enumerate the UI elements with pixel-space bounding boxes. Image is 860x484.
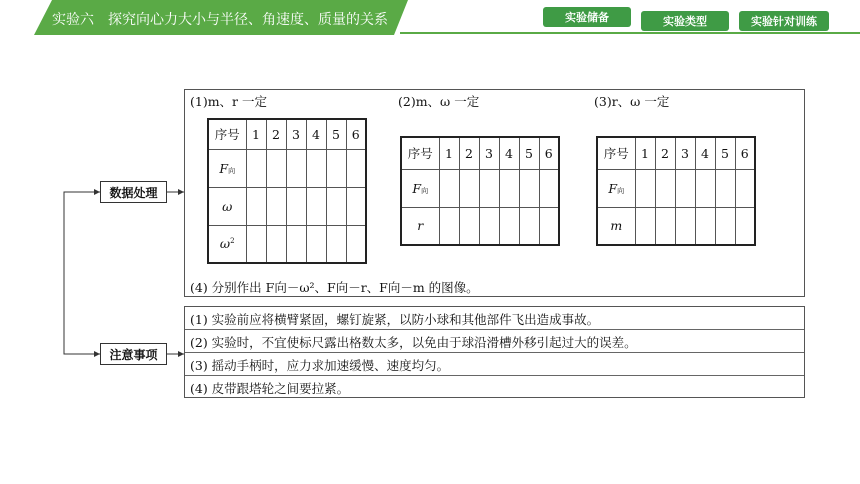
note-divider: [185, 352, 804, 353]
table-header-cell: 2: [459, 137, 479, 169]
plot-instruction: (4) 分别作出 F向－ω²、F向－r、F向－m 的图像。: [190, 280, 479, 295]
table-header-cell: 序号: [401, 137, 439, 169]
row-label-omega: ω: [208, 187, 246, 225]
data-processing-label: 数据处理: [100, 181, 167, 203]
table-header-cell: 6: [735, 137, 755, 169]
data-table-3: [596, 136, 756, 246]
data-table-1: [207, 118, 367, 264]
row-label-radius: r: [401, 207, 439, 245]
condition-3: (3)r、ω 一定: [594, 94, 670, 109]
note-item-3: (3) 摇动手柄时，应力求加速缓慢、速度均匀。: [190, 358, 450, 373]
row-label-force: F向: [208, 149, 246, 187]
page-title: 实验六 探究向心力大小与半径、角速度、质量的关系: [52, 12, 388, 28]
table-header-cell: 2: [655, 137, 675, 169]
table-header-cell: 4: [499, 137, 519, 169]
note-item-2: (2) 实验时，不宜使标尺露出格数太多，以免由于球沿滑槽外移引起过大的误差。: [190, 335, 637, 350]
table-header-cell: 4: [695, 137, 715, 169]
nav-button-types[interactable]: 实验类型: [641, 11, 729, 31]
table-header-cell: 3: [479, 137, 499, 169]
table-header-cell: 1: [635, 137, 655, 169]
table-header-cell: 3: [286, 119, 306, 149]
table-header-cell: 5: [519, 137, 539, 169]
table-header-cell: 6: [539, 137, 559, 169]
note-divider: [185, 375, 804, 376]
table-header-cell: 序号: [597, 137, 635, 169]
row-label-force: F向: [597, 169, 635, 207]
notes-label: 注意事项: [100, 343, 167, 365]
note-item-1: (1) 实验前应将横臂紧固，螺钉旋紧，以防小球和其他部件飞出造成事故。: [190, 312, 600, 327]
table-header-cell: 5: [326, 119, 346, 149]
note-item-4: (4) 皮带跟塔轮之间要拉紧。: [190, 381, 350, 396]
table-header-cell: 2: [266, 119, 286, 149]
table-header-cell: 1: [246, 119, 266, 149]
table-header-cell: 序号: [208, 119, 246, 149]
row-label-omega-squared: $\omega^2$: [208, 225, 246, 263]
table-header-cell: 5: [715, 137, 735, 169]
nav-button-preparation[interactable]: 实验储备: [543, 7, 631, 27]
condition-2: (2)m、ω 一定: [398, 94, 480, 109]
table-header-cell: 4: [306, 119, 326, 149]
note-divider: [185, 329, 804, 330]
table-header-cell: 3: [675, 137, 695, 169]
nav-button-training[interactable]: 实验针对训练: [739, 11, 829, 31]
table-header-cell: 1: [439, 137, 459, 169]
table-header-cell: 6: [346, 119, 366, 149]
row-label-force: F向: [401, 169, 439, 207]
row-label-mass: m: [597, 207, 635, 245]
condition-1: (1)m、r 一定: [190, 94, 268, 109]
data-table-2: [400, 136, 560, 246]
